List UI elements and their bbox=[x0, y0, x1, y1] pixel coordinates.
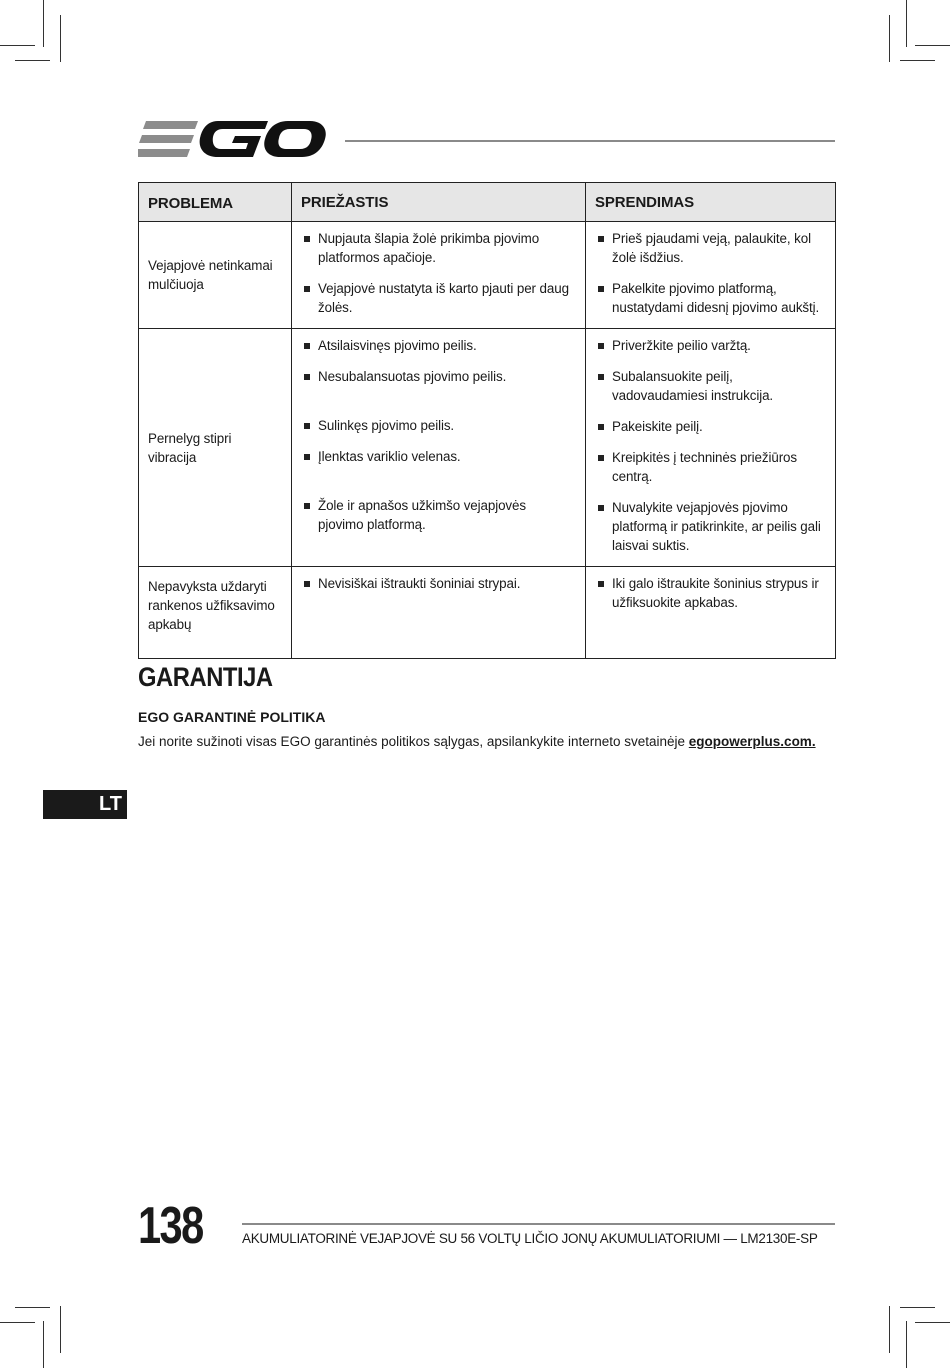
solution-item: Kreipkitės į techninės priežiūros centrą. bbox=[596, 448, 825, 486]
crop-mark bbox=[900, 60, 935, 61]
header-problem: PROBLEMA bbox=[139, 183, 292, 222]
page-number: 138 bbox=[138, 1197, 203, 1255]
cause-cell bbox=[292, 567, 586, 659]
cause-item: Nupjauta šlapia žolė prikimba pjovimo platformos apačioje. bbox=[302, 229, 575, 267]
footer-title: AKUMULIATORINĖ VEJAPJOVĖ SU 56 VOLTŲ LIČIO JONŲ AKUMULIATORIUMI — LM2130E-SP bbox=[242, 1231, 818, 1247]
crop-mark bbox=[0, 45, 35, 46]
crop-mark bbox=[0, 1322, 35, 1323]
solution-cell bbox=[586, 222, 836, 329]
cause-item: Nesubalansuotas pjovimo peilis. bbox=[302, 367, 575, 386]
footer-rule bbox=[242, 1223, 835, 1225]
solution-item: Nuvalykite vejapjovės pjovimo platformą ir patikrinkite, ar peilis gali laisvai suktis. bbox=[596, 498, 825, 555]
crop-mark bbox=[15, 1307, 50, 1308]
solution-cell bbox=[586, 567, 836, 659]
solution-item: Pakelkite pjovimo platformą, nustatydami didesnį pjovimo aukštį. bbox=[596, 279, 825, 317]
warranty-link[interactable]: egopowerplus.com. bbox=[688, 734, 816, 749]
cause-item: Žole ir apnašos užkimšo vejapjovės pjovimo platformą. bbox=[302, 496, 575, 534]
warranty-title: GARANTIJA bbox=[138, 662, 273, 692]
crop-mark bbox=[900, 1307, 935, 1308]
problem-cell: Vejapjovė netinkamai mulčiuoja bbox=[139, 222, 292, 329]
cause-item: Sulinkęs pjovimo peilis. bbox=[302, 416, 575, 435]
crop-mark bbox=[906, 1321, 907, 1368]
solution-item: Pakeiskite peilį. bbox=[596, 417, 825, 436]
crop-mark bbox=[915, 45, 950, 46]
cause-item: Vejapjovė nustatyta iš karto pjauti per daug žolės. bbox=[302, 279, 575, 317]
cause-cell bbox=[292, 329, 586, 567]
language-tab: LT bbox=[43, 790, 127, 819]
table-row bbox=[139, 222, 836, 329]
crop-mark bbox=[889, 15, 890, 62]
ego-logo bbox=[138, 118, 328, 162]
crop-mark bbox=[915, 1322, 950, 1323]
warranty-subtitle: EGO GARANTINĖ POLITIKA bbox=[138, 709, 326, 725]
header-rule bbox=[345, 140, 835, 142]
problem-cell: Nepavyksta uždaryti rankenos užfiksavimo apkabų bbox=[139, 567, 292, 659]
solution-cell bbox=[586, 329, 836, 567]
crop-mark bbox=[15, 60, 50, 61]
solution-item: Iki galo ištraukite šoninius strypus ir užfiksuokite apkabas. bbox=[596, 574, 825, 612]
problem-cell: Pernelyg stipri vibracija bbox=[139, 329, 292, 567]
crop-mark bbox=[889, 1306, 890, 1353]
cause-item: Atsilaisvinęs pjovimo peilis. bbox=[302, 336, 575, 355]
table-header-row bbox=[139, 183, 836, 222]
warranty-text: Jei norite sužinoti visas EGO garantinės politikos sąlygas, apsilankykite interneto svetainėje bbox=[138, 734, 686, 749]
crop-mark bbox=[60, 1306, 61, 1353]
warranty-paragraph bbox=[138, 734, 838, 749]
ego-logo-mark bbox=[138, 118, 328, 162]
solution-item: Subalansuokite peilį, vadovaudamiesi instrukcija. bbox=[596, 367, 825, 405]
header-cause: PRIEŽASTIS bbox=[292, 183, 586, 222]
solution-item: Prieš pjaudami veją, palaukite, kol žolė išdžius. bbox=[596, 229, 825, 267]
table-row bbox=[139, 329, 836, 567]
crop-mark bbox=[43, 1321, 44, 1368]
crop-mark bbox=[43, 0, 44, 47]
cause-item: Nevisiškai ištraukti šoniniai strypai. bbox=[302, 574, 575, 593]
cause-item: Įlenktas variklio velenas. bbox=[302, 447, 575, 466]
cause-cell bbox=[292, 222, 586, 329]
troubleshooting-table bbox=[138, 182, 836, 659]
solution-item: Priveržkite peilio varžtą. bbox=[596, 336, 825, 355]
header-solution: SPRENDIMAS bbox=[586, 183, 836, 222]
table-row bbox=[139, 567, 836, 659]
crop-mark bbox=[60, 15, 61, 62]
crop-mark bbox=[906, 0, 907, 47]
